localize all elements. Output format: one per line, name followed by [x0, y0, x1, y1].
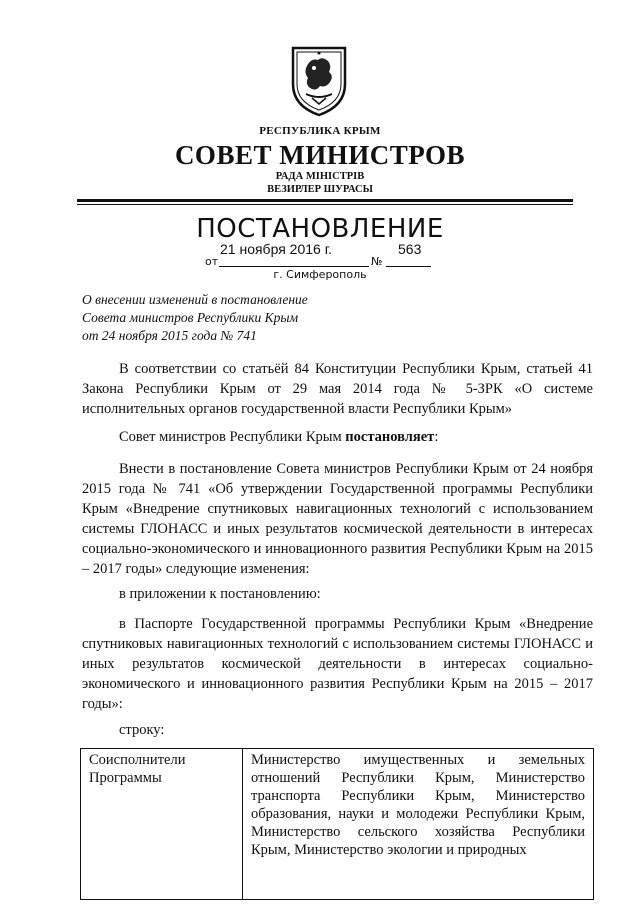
decree-number: 563: [398, 241, 422, 257]
row-value-text: Министерство имущественных и земельных отношений Республики Крым, Министерство транспорта Республики Крым, Министерство образования, науки и молодежи Республики Крым, Министерство сельского хозяйства Республики Крым, Министерство экологии и природных: [251, 752, 585, 858]
passport-paragraph: в Паспорте Государственной программы Республики Крым «Внедрение спутниковых навигационных технологий с использованием системы ГЛОНАСС и иных результатов космической деятельности в интересах социально-экономического и инновационного развития Республики Крым на 2015 – 2017 годы»:: [82, 616, 593, 712]
subject-line: Совета министров Республики Крым: [82, 310, 299, 325]
program-row-table: [80, 748, 594, 900]
table-row: [81, 749, 594, 900]
row-value-cell: [243, 749, 594, 900]
city-name: г. Симферополь: [273, 268, 367, 281]
council-name-crimean-tatar: ВЕЗИРЛЕР ШУРАСЫ: [267, 184, 373, 195]
decree-date: 21 ноября 2016 г.: [220, 241, 332, 257]
header-rule-thick: [77, 199, 573, 202]
resolution-colon: :: [434, 429, 439, 445]
header-rule-thin: [77, 204, 573, 205]
amendment-paragraph: Внести в постановление Совета министров Республики Крым от 24 ноября 2015 года № 741 «Об утверждении Государственной программы Республики Крым «Внедрение спутниковых навигационных технологий с использованием системы ГЛОНАСС и иных результатов космической деятельности в интересах социально-экономического и инновационного развития Республики Крым на 2015 – 2017 годы» следующие изменения:: [82, 461, 593, 577]
date-label: от: [205, 255, 219, 268]
coat-of-arms-emblem: [288, 44, 350, 118]
resolution-text: Совет министров Республики Крым: [119, 429, 346, 445]
republic-name: РЕСПУБЛИКА КРЫМ: [259, 125, 381, 137]
resolution-paragraph: [82, 427, 593, 447]
subject-line: от 24 ноября 2015 года № 741: [82, 328, 257, 343]
resolution-keyword: постановляет: [345, 429, 435, 445]
document-type-title: ПОСТАНОВЛЕНИЕ: [196, 214, 444, 244]
number-label: №: [371, 255, 383, 268]
number-underline: [386, 266, 431, 267]
row-paragraph: строку:: [119, 722, 165, 738]
council-name-ukrainian: РАДА МІНІСТРІВ: [275, 171, 365, 182]
appendix-paragraph: в приложении к постановлению:: [119, 586, 321, 602]
date-underline: [219, 266, 369, 267]
subject-line: О внесении изменений в постановление: [82, 292, 308, 307]
preamble-paragraph: В соответствии со статьёй 84 Конституции Республики Крым, статьей 41 Закона Республики Крым от 29 мая 2014 года № 5-ЗРК «О системе исполнительных органов государственной власти Республики Крым»: [82, 361, 593, 417]
row-label-cell: Соисполнители Программы: [81, 749, 243, 900]
council-name: СОВЕТ МИНИСТРОВ: [174, 140, 466, 170]
